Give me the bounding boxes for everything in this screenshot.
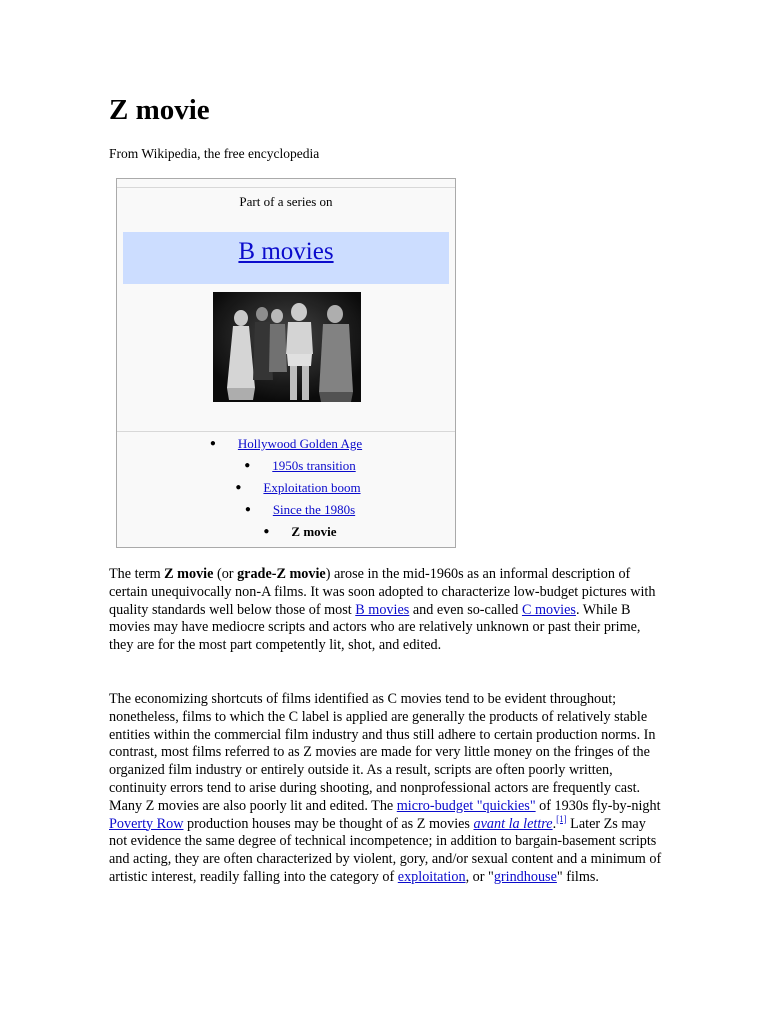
text-run: ) arose in the mid-1960s as an informal description of certain unequivocally non-A films. It was soon adopted to characterize low-budget pictures with quality standards well below those of most [109,566,656,618]
text-run: (or [213,566,238,582]
nav-link-exploitation-boom[interactable]: Exploitation boom [263,480,361,495]
list-item [117,435,455,457]
link-grindhouse[interactable]: grindhouse [493,868,557,885]
bullet-icon: ● [263,526,270,537]
list-item [129,479,467,501]
body-paragraph [109,691,664,887]
page-tagline: From Wikipedia, the free encyclopedia [109,146,320,161]
text-run: , or " [465,868,494,885]
text-run: and even so-called [409,601,522,618]
nav-current-z-movie: Z movie [291,524,337,539]
link-avant-la-lettre[interactable]: avant la lettre [473,815,553,832]
link-micro-budget-quickies[interactable]: micro-budget "quickies" [396,797,536,814]
series-infobox [116,178,456,548]
infobox-header [123,232,449,284]
list-item [131,501,469,523]
text-run: The term [109,566,165,582]
link-exploitation[interactable]: exploitation [397,868,466,885]
film-still-image [213,292,361,402]
text-run: The economizing shortcuts of films identified as C movies tend to be evident throughout; nonetheless, films to which the C label is applied are generally the products of relatively stable entities within the commercial film industry and thus still adhere to certain production norms. In contrast, most films referred to as Z movies are made for very little money on the fringes of the organized film industry or entirely outside it. As a result, scripts are often poorly written, continuity errors tend to arise during shooting, and nonprofessional actors are frequently cast. Many Z movies are also poorly lit and edited. The [109,691,656,814]
nav-link-hollywood-golden-age[interactable]: Hollywood Golden Age [237,436,363,451]
b-movies-heading-link[interactable]: B movies [238,238,334,265]
infobox-divider [117,187,455,188]
link-poverty-row[interactable]: Poverty Row [109,815,184,832]
infobox-caption: Part of a series on [239,194,333,209]
bullet-icon: ● [244,460,251,471]
reference-link-1[interactable]: [1] [556,813,567,824]
text-run: production houses may be thought of as Z movies [183,815,474,832]
film-still-picture [213,292,361,402]
bold-term: Z movie [164,566,214,582]
text-run: . [552,815,557,832]
nav-link-1950s-transition[interactable]: 1950s transition [272,458,356,473]
text-run: . While B movies may have mediocre scripts and actors who are relatively unknown or past their prime, they are for the most part competently lit, shot, and edited. [109,601,641,654]
bullet-icon: ● [235,482,242,493]
nav-link-since-the-1980s[interactable]: Since the 1980s [272,502,356,517]
page-title: Z movie [109,94,210,126]
infobox-divider [117,431,455,432]
list-item [131,457,469,479]
series-navigation-list [117,435,455,545]
link-b-movies[interactable]: B movies [355,601,410,618]
link-c-movies[interactable]: C movies [521,601,576,618]
list-item [131,523,469,545]
bullet-icon: ● [244,504,251,515]
intro-paragraph [109,566,664,655]
bullet-icon: ● [209,438,216,449]
bold-term: grade-Z movie [237,566,326,582]
text-run: " films. [556,868,599,885]
text-run: of 1930s fly-by-night [535,797,661,814]
text-run: Later Zs may not evidence the same degree of technical incompetence; in addition to bargain-basement scripts and acting, they are often characterized by violent, gory, and/or sexual content and a minimum of artistic interest, readily falling into the category of [109,815,662,885]
